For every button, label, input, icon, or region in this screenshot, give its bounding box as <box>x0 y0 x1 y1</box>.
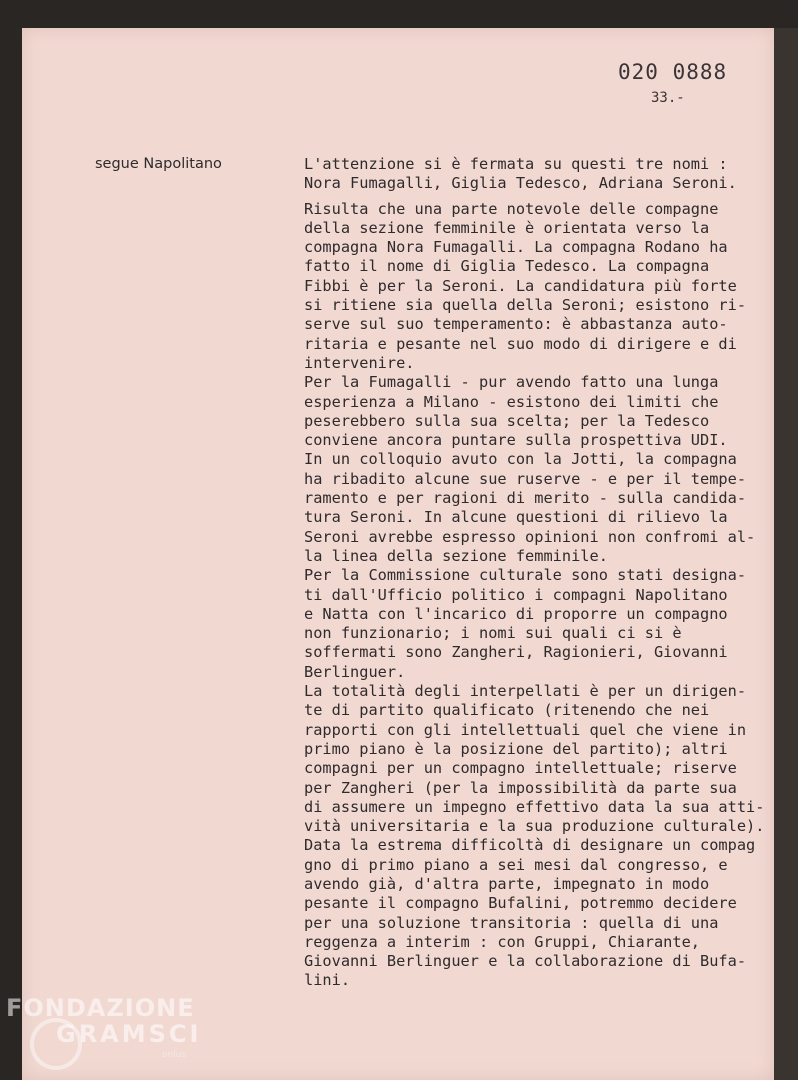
paragraph <box>304 155 764 194</box>
text-line: ti dall'Ufficio politico i compagni Napolitano <box>304 585 728 604</box>
text-line: Fibbi è per la Seroni. La candidatura più forte <box>304 276 737 295</box>
text-line: Per la Fumagalli - pur avendo fatto una lunga <box>304 373 719 392</box>
text-line: per una soluzione transitoria : quella di una <box>304 913 719 932</box>
text-line: per Zangheri (per la impossibilità da parte sua <box>304 778 737 797</box>
text-line: la linea della sezione femminile. <box>304 546 608 565</box>
text-line: vità universitaria e la sua produzione culturale). <box>304 817 765 836</box>
text-line: serve sul suo temperamento: è abbastanza auto- <box>304 315 728 334</box>
page-number: 33.- <box>651 90 685 106</box>
watermark <box>6 994 201 1048</box>
watermark-subtext: onlus <box>162 1050 187 1060</box>
watermark-line2: GRAMSCI <box>56 1020 202 1048</box>
text-line: pesante il compagno Bufalini, potremmo decidere <box>304 894 737 913</box>
scan-border <box>774 28 798 1080</box>
text-line: rapporti con gli intellettuali quel che viene in <box>304 720 747 739</box>
text-line: soffermati sono Zangheri, Ragionieri, Giovanni <box>304 643 728 662</box>
text-line: conviene ancora puntare sulla prospettiva UDI. <box>304 431 728 450</box>
text-line: avendo già, d'altra parte, impegnato in modo <box>304 874 710 893</box>
text-line: peserebbero sulla sua scelta; per la Tedesco <box>304 411 710 430</box>
text-line: Data la estrema difficoltà di designare un compag <box>304 836 756 855</box>
text-line: L'attenzione si è fermata su questi tre nomi : <box>304 155 728 173</box>
text-line: Nora Fumagalli, Giglia Tedesco, Adriana Seroni. <box>304 174 737 193</box>
text-line: gno di primo piano a sei mesi dal congresso, e <box>304 855 728 874</box>
text-line: Seroni avrebbe espresso opinioni non confromi al- <box>304 527 756 546</box>
text-line: primo piano è la posizione del partito); altri <box>304 739 728 758</box>
text-line: della sezione femminile è orientata verso la <box>304 218 710 237</box>
text-line: lini. <box>304 971 351 990</box>
text-line: tura Seroni. In alcune questioni di rilievo la <box>304 508 728 527</box>
body-text <box>304 155 764 991</box>
text-line: La totalità degli interpellati è per un dirigen- <box>304 682 747 701</box>
document-code: 020 0888 <box>618 60 728 84</box>
text-line: reggenza a interim : con Gruppi, Chiarante, <box>304 932 701 951</box>
text-line: si ritiene sia quella della Seroni; esistono ri- <box>304 296 747 315</box>
text-line: In un colloquio avuto con la Jotti, la compagna <box>304 450 737 469</box>
text-line: te di partito qualificato (ritenendo che nei <box>304 701 710 720</box>
text-line: intervenire. <box>304 353 415 372</box>
watermark-line1: FONDAZIONE <box>6 994 195 1022</box>
speaker-label: segue Napolitano <box>95 156 222 172</box>
text-line: fatto il nome di Giglia Tedesco. La compagna <box>304 257 710 276</box>
text-line: di assumere un impegno effettivo data la sua atti- <box>304 797 765 816</box>
text-line: ramento e per ragioni di merito - sulla candida- <box>304 489 747 508</box>
text-line: ritaria e pesante nel suo modo di dirigere e di <box>304 334 737 353</box>
text-line: Berlinguer. <box>304 662 406 681</box>
text-line: compagna Nora Fumagalli. La compagna Rodano ha <box>304 238 728 257</box>
text-line: Risulta che una parte notevole delle compagne <box>304 199 719 218</box>
text-line: ha ribadito alcune sue ruserve - e per il tempe- <box>304 469 747 488</box>
text-line: Per la Commissione culturale sono stati designa- <box>304 566 747 585</box>
text-line: e Natta con l'incarico di proporre un compagno <box>304 604 728 623</box>
paragraph <box>304 200 764 991</box>
text-line: non funzionario; i nomi sui quali ci si è <box>304 624 682 643</box>
text-line: esperienza a Milano - esistono dei limiti che <box>304 392 719 411</box>
text-line: compagni per un compagno intellettuale; riserve <box>304 759 737 778</box>
text-line: Giovanni Berlinguer e la collaborazione di Bufa- <box>304 952 747 971</box>
